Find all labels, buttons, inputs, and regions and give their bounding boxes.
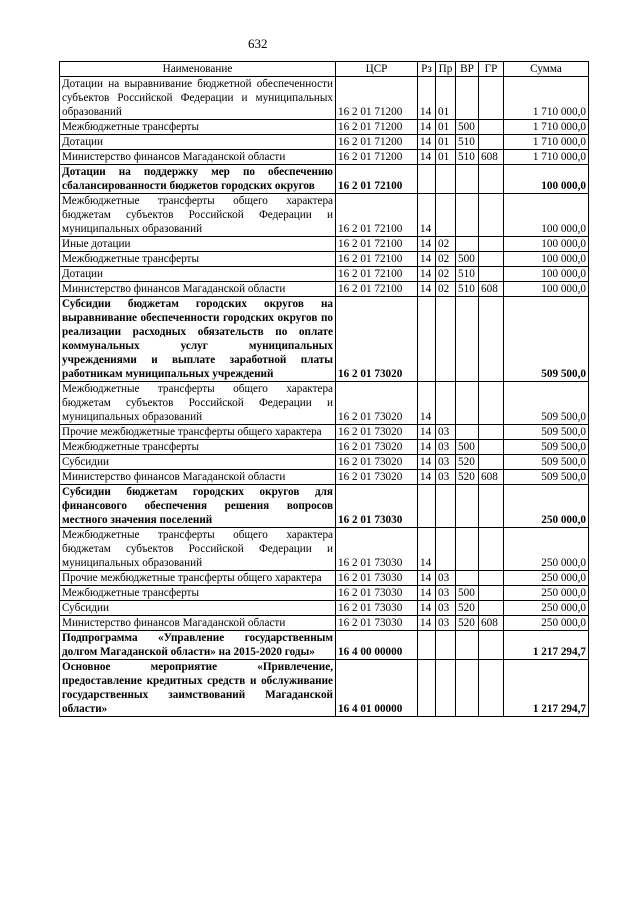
cell-vr: 520 xyxy=(456,470,479,485)
cell-gr xyxy=(479,165,504,194)
table-row xyxy=(60,267,589,282)
cell-pr xyxy=(436,165,456,194)
cell-vr: 520 xyxy=(456,455,479,470)
cell-rz: 14 xyxy=(418,267,436,282)
cell-pr: 02 xyxy=(436,252,456,267)
cell-csr: 16 2 01 72100 xyxy=(336,267,418,282)
table-row xyxy=(60,616,589,631)
cell-csr: 16 2 01 73020 xyxy=(336,297,418,382)
cell-sum: 509 500,0 xyxy=(504,297,589,382)
cell-pr: 01 xyxy=(436,120,456,135)
cell-pr: 01 xyxy=(436,135,456,150)
cell-name: Дотации на выравнивание бюджетной обеспеченности субъектов Российской Федерации и муниципальных образований xyxy=(60,77,336,120)
header-csr: ЦСР xyxy=(336,62,418,77)
cell-gr xyxy=(479,571,504,586)
cell-gr: 608 xyxy=(479,282,504,297)
cell-csr: 16 2 01 72100 xyxy=(336,165,418,194)
cell-pr xyxy=(436,297,456,382)
cell-vr xyxy=(456,660,479,717)
table-row xyxy=(60,470,589,485)
table-row xyxy=(60,440,589,455)
cell-pr: 01 xyxy=(436,150,456,165)
cell-rz xyxy=(418,485,436,528)
cell-rz: 14 xyxy=(418,194,436,237)
cell-rz xyxy=(418,660,436,717)
cell-vr: 510 xyxy=(456,267,479,282)
cell-gr xyxy=(479,528,504,571)
cell-name: Межбюджетные трансферты общего характера бюджетам субъектов Российской Федерации и муниципальных образований xyxy=(60,382,336,425)
cell-vr xyxy=(456,77,479,120)
cell-vr xyxy=(456,485,479,528)
cell-name: Межбюджетные трансферты xyxy=(60,586,336,601)
cell-rz: 14 xyxy=(418,586,436,601)
cell-pr: 01 xyxy=(436,77,456,120)
cell-pr: 03 xyxy=(436,425,456,440)
cell-rz: 14 xyxy=(418,425,436,440)
cell-sum: 1 710 000,0 xyxy=(504,150,589,165)
cell-vr: 510 xyxy=(456,282,479,297)
cell-pr: 03 xyxy=(436,586,456,601)
table-row xyxy=(60,601,589,616)
cell-pr: 03 xyxy=(436,470,456,485)
cell-sum: 100 000,0 xyxy=(504,237,589,252)
cell-sum: 100 000,0 xyxy=(504,282,589,297)
cell-sum: 100 000,0 xyxy=(504,165,589,194)
cell-vr: 510 xyxy=(456,150,479,165)
cell-csr: 16 2 01 73030 xyxy=(336,586,418,601)
cell-vr xyxy=(456,194,479,237)
cell-gr xyxy=(479,297,504,382)
cell-pr xyxy=(436,382,456,425)
cell-pr xyxy=(436,528,456,571)
cell-name: Основное мероприятие «Привлечение, предоставление кредитных средств и обслуживание государственных заимствований Магаданской области» xyxy=(60,660,336,717)
cell-gr xyxy=(479,267,504,282)
cell-gr xyxy=(479,631,504,660)
cell-gr xyxy=(479,237,504,252)
cell-rz: 14 xyxy=(418,237,436,252)
header-row xyxy=(60,62,589,77)
cell-name: Министерство финансов Магаданской области xyxy=(60,150,336,165)
cell-name: Межбюджетные трансферты xyxy=(60,120,336,135)
cell-sum: 100 000,0 xyxy=(504,252,589,267)
cell-pr: 03 xyxy=(436,440,456,455)
cell-name: Дотации на поддержку мер по обеспечению сбалансированности бюджетов городских округов xyxy=(60,165,336,194)
cell-csr: 16 2 01 73030 xyxy=(336,571,418,586)
cell-vr xyxy=(456,425,479,440)
cell-gr xyxy=(479,252,504,267)
cell-gr xyxy=(479,586,504,601)
cell-vr xyxy=(456,528,479,571)
table-row xyxy=(60,586,589,601)
cell-pr: 03 xyxy=(436,601,456,616)
cell-csr: 16 4 00 00000 xyxy=(336,631,418,660)
cell-pr: 02 xyxy=(436,237,456,252)
cell-sum: 509 500,0 xyxy=(504,470,589,485)
table-row xyxy=(60,252,589,267)
header-gr: ГР xyxy=(479,62,504,77)
cell-csr: 16 2 01 73030 xyxy=(336,485,418,528)
cell-rz: 14 xyxy=(418,440,436,455)
cell-gr xyxy=(479,601,504,616)
cell-vr: 500 xyxy=(456,120,479,135)
cell-rz: 14 xyxy=(418,135,436,150)
cell-csr: 16 2 01 71200 xyxy=(336,135,418,150)
cell-vr xyxy=(456,631,479,660)
table-row xyxy=(60,455,589,470)
cell-csr: 16 2 01 73030 xyxy=(336,528,418,571)
cell-name: Иные дотации xyxy=(60,237,336,252)
cell-csr: 16 2 01 72100 xyxy=(336,252,418,267)
cell-csr: 16 2 01 73020 xyxy=(336,440,418,455)
cell-csr: 16 2 01 71200 xyxy=(336,77,418,120)
cell-gr xyxy=(479,485,504,528)
cell-name: Министерство финансов Магаданской области xyxy=(60,616,336,631)
cell-vr: 500 xyxy=(456,440,479,455)
table-row xyxy=(60,297,589,382)
cell-name: Министерство финансов Магаданской области xyxy=(60,282,336,297)
table-row xyxy=(60,282,589,297)
cell-vr xyxy=(456,297,479,382)
cell-name: Субсидии бюджетам городских округов для финансового обеспечения решения вопросов местного значения поселений xyxy=(60,485,336,528)
cell-csr: 16 2 01 72100 xyxy=(336,237,418,252)
cell-sum: 250 000,0 xyxy=(504,586,589,601)
cell-name: Прочие межбюджетные трансферты общего характера xyxy=(60,571,336,586)
header-name: Наименование xyxy=(60,62,336,77)
cell-pr: 03 xyxy=(436,571,456,586)
table-row xyxy=(60,120,589,135)
cell-sum: 509 500,0 xyxy=(504,440,589,455)
cell-csr: 16 2 01 73030 xyxy=(336,616,418,631)
cell-gr xyxy=(479,382,504,425)
table-row xyxy=(60,77,589,120)
cell-sum: 250 000,0 xyxy=(504,528,589,571)
cell-vr xyxy=(456,382,479,425)
cell-name: Министерство финансов Магаданской области xyxy=(60,470,336,485)
cell-name: Субсидии xyxy=(60,455,336,470)
cell-csr: 16 2 01 71200 xyxy=(336,150,418,165)
cell-csr: 16 2 01 73020 xyxy=(336,425,418,440)
cell-vr xyxy=(456,237,479,252)
table-row xyxy=(60,382,589,425)
table-row xyxy=(60,194,589,237)
cell-csr: 16 4 01 00000 xyxy=(336,660,418,717)
cell-gr: 608 xyxy=(479,616,504,631)
cell-rz xyxy=(418,297,436,382)
table-row xyxy=(60,135,589,150)
cell-rz: 14 xyxy=(418,382,436,425)
cell-rz: 14 xyxy=(418,150,436,165)
cell-sum: 250 000,0 xyxy=(504,601,589,616)
cell-vr: 520 xyxy=(456,616,479,631)
table-row xyxy=(60,660,589,717)
cell-name: Межбюджетные трансферты общего характера бюджетам субъектов Российской Федерации и муниципальных образований xyxy=(60,528,336,571)
cell-vr: 510 xyxy=(456,135,479,150)
cell-sum: 1 710 000,0 xyxy=(504,135,589,150)
cell-rz: 14 xyxy=(418,601,436,616)
cell-sum: 509 500,0 xyxy=(504,425,589,440)
cell-csr: 16 2 01 72100 xyxy=(336,194,418,237)
cell-rz: 14 xyxy=(418,470,436,485)
cell-pr: 03 xyxy=(436,455,456,470)
cell-gr xyxy=(479,425,504,440)
cell-pr xyxy=(436,631,456,660)
cell-gr xyxy=(479,135,504,150)
cell-gr xyxy=(479,440,504,455)
cell-rz: 14 xyxy=(418,616,436,631)
cell-gr xyxy=(479,194,504,237)
cell-rz: 14 xyxy=(418,282,436,297)
cell-sum: 250 000,0 xyxy=(504,571,589,586)
cell-sum: 1 217 294,7 xyxy=(504,660,589,717)
header-rz: Рз xyxy=(418,62,436,77)
cell-sum: 1 710 000,0 xyxy=(504,77,589,120)
cell-csr: 16 2 01 73030 xyxy=(336,601,418,616)
cell-name: Субсидии бюджетам городских округов на выравнивание обеспеченности городских округов по реализации расходных обязательств по оплате коммунальных услуг муниципальных учреждениями и выплате заработной платы работникам муниципальных учреждений xyxy=(60,297,336,382)
cell-rz: 14 xyxy=(418,252,436,267)
cell-csr: 16 2 01 73020 xyxy=(336,470,418,485)
table-body xyxy=(60,77,589,717)
cell-sum: 509 500,0 xyxy=(504,382,589,425)
cell-csr: 16 2 01 72100 xyxy=(336,282,418,297)
cell-sum: 100 000,0 xyxy=(504,194,589,237)
cell-rz xyxy=(418,631,436,660)
cell-pr xyxy=(436,485,456,528)
table-row xyxy=(60,237,589,252)
page-number: 632 xyxy=(248,36,268,51)
cell-pr xyxy=(436,194,456,237)
cell-gr xyxy=(479,77,504,120)
cell-name: Субсидии xyxy=(60,601,336,616)
header-vr: ВР xyxy=(456,62,479,77)
cell-sum: 250 000,0 xyxy=(504,485,589,528)
cell-gr: 608 xyxy=(479,470,504,485)
budget-table xyxy=(59,61,589,717)
cell-rz: 14 xyxy=(418,455,436,470)
cell-name: Дотации xyxy=(60,267,336,282)
cell-csr: 16 2 01 73020 xyxy=(336,455,418,470)
cell-sum: 250 000,0 xyxy=(504,616,589,631)
table-row xyxy=(60,571,589,586)
cell-vr: 520 xyxy=(456,601,479,616)
cell-rz: 14 xyxy=(418,528,436,571)
cell-rz xyxy=(418,165,436,194)
cell-rz: 14 xyxy=(418,571,436,586)
cell-name: Межбюджетные трансферты общего характера бюджетам субъектов Российской Федерации и муниципальных образований xyxy=(60,194,336,237)
cell-name: Подпрограмма «Управление государственным долгом Магаданской области» на 2015-2020 годы» xyxy=(60,631,336,660)
cell-gr xyxy=(479,455,504,470)
table-row xyxy=(60,165,589,194)
cell-name: Межбюджетные трансферты xyxy=(60,252,336,267)
table-row xyxy=(60,150,589,165)
cell-name: Прочие межбюджетные трансферты общего характера xyxy=(60,425,336,440)
cell-vr: 500 xyxy=(456,252,479,267)
cell-vr: 500 xyxy=(456,586,479,601)
table-row xyxy=(60,528,589,571)
table-row xyxy=(60,425,589,440)
header-pr: Пр xyxy=(436,62,456,77)
header-sum: Сумма xyxy=(504,62,589,77)
cell-rz: 14 xyxy=(418,120,436,135)
cell-name: Дотации xyxy=(60,135,336,150)
cell-rz: 14 xyxy=(418,77,436,120)
table-row xyxy=(60,485,589,528)
cell-vr xyxy=(456,165,479,194)
cell-sum: 100 000,0 xyxy=(504,267,589,282)
cell-gr xyxy=(479,660,504,717)
cell-csr: 16 2 01 73020 xyxy=(336,382,418,425)
cell-pr: 03 xyxy=(436,616,456,631)
cell-pr: 02 xyxy=(436,282,456,297)
cell-sum: 1 710 000,0 xyxy=(504,120,589,135)
cell-csr: 16 2 01 71200 xyxy=(336,120,418,135)
cell-gr: 608 xyxy=(479,150,504,165)
cell-sum: 1 217 294,7 xyxy=(504,631,589,660)
cell-gr xyxy=(479,120,504,135)
table-row xyxy=(60,631,589,660)
cell-pr xyxy=(436,660,456,717)
cell-pr: 02 xyxy=(436,267,456,282)
cell-vr xyxy=(456,571,479,586)
cell-name: Межбюджетные трансферты xyxy=(60,440,336,455)
cell-sum: 509 500,0 xyxy=(504,455,589,470)
